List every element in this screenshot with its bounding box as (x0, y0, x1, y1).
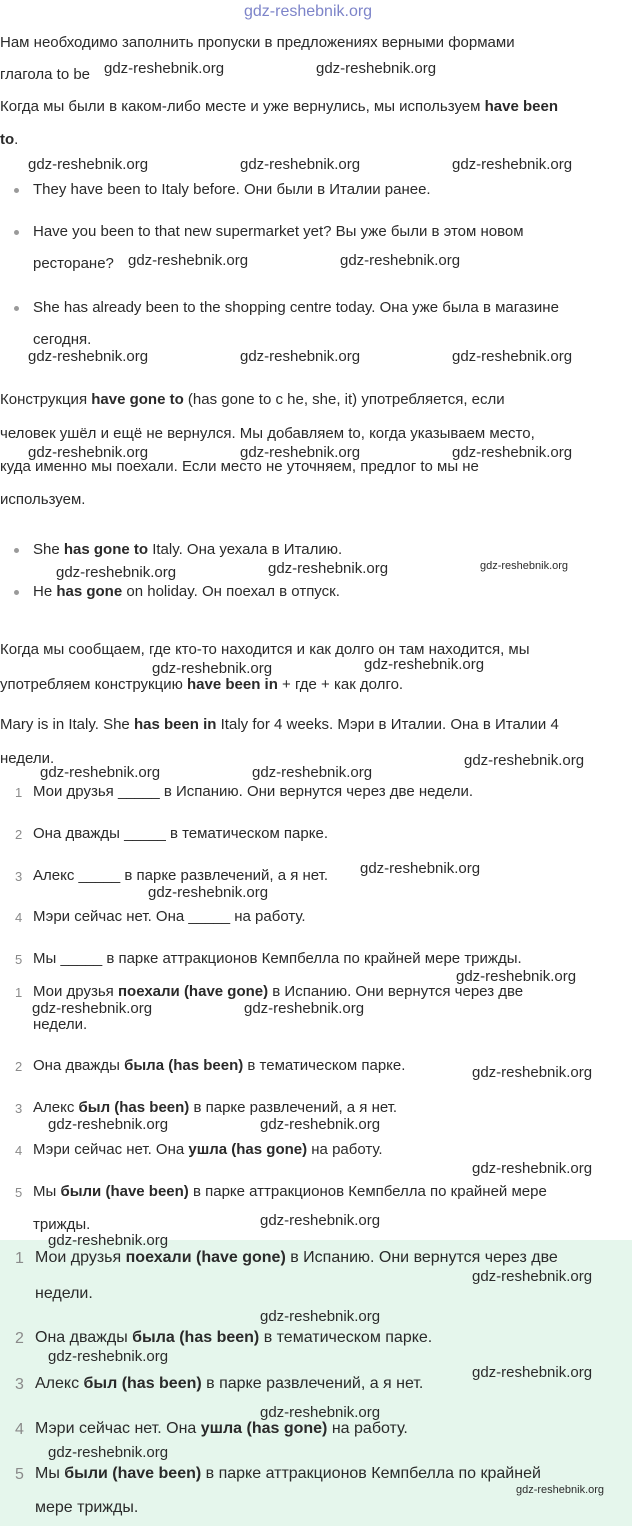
watermark: gdz-reshebnik.org (48, 1444, 169, 1461)
watermark: gdz-reshebnik.org (480, 560, 569, 572)
been-in-bold: has been in (133, 716, 217, 733)
answer-1-cont: недели. (33, 1016, 88, 1033)
been-in-example-line-1 (0, 716, 559, 734)
answer-text: в парке аттракционов Кемпбелла по крайней (201, 1465, 541, 1482)
answer-number: 2 (15, 1059, 23, 1074)
exercise-item-4: Мэри сейчас нет. Она _____ на работу. (33, 908, 306, 925)
gone-to-text: Конструкция (0, 391, 92, 408)
highlight-answer-5-cont: мере трижды. (35, 1499, 139, 1516)
example-text: Italy. Она уехала в Италию. (148, 541, 343, 558)
gone-to-paragraph-line-1 (0, 391, 505, 409)
highlight-answer-4 (35, 1419, 408, 1438)
answer-text: Алекс (33, 1099, 79, 1116)
been-to-intro-dot: . (14, 131, 19, 148)
watermark: gdz-reshebnik.org (56, 564, 177, 581)
bullet (14, 590, 19, 595)
answer-text: на работу. (327, 1420, 408, 1437)
watermark: gdz-reshebnik.org (252, 764, 373, 781)
answer-number: 4 (15, 1421, 24, 1438)
answer-text: Мои друзья (33, 983, 118, 1000)
watermark: gdz-reshebnik.org (452, 348, 573, 365)
exercise-item-3: Алекс _____ в парке развлечений, а я нет. (33, 867, 329, 884)
exercise-item-2: Она дважды _____ в тематическом парке. (33, 825, 328, 842)
example-text: She (33, 541, 64, 558)
watermark: gdz-reshebnik.org (260, 1404, 381, 1421)
example-bold: has gone (56, 583, 123, 600)
watermark: gdz-reshebnik.org (240, 348, 361, 365)
exercise-number: 5 (15, 952, 23, 967)
been-to-intro-line-1 (0, 98, 558, 116)
answer-5-cont: трижды. (33, 1216, 91, 1233)
been-to-intro-bold: have been (484, 98, 558, 115)
answer-text: в парке развлечений, а я нет. (189, 1099, 398, 1116)
watermark: gdz-reshebnik.org (48, 1348, 169, 1365)
watermark: gdz-reshebnik.org (240, 444, 361, 461)
exercise-number: 2 (15, 827, 23, 842)
answer-bold: были (have been) (64, 1465, 202, 1482)
answer-number: 1 (15, 1250, 24, 1267)
been-in-paragraph-line-2 (0, 676, 403, 694)
been-to-example-3-cont: сегодня. (33, 331, 92, 348)
watermark: gdz-reshebnik.org (240, 156, 361, 173)
answer-bold: поехали (have gone) (125, 1249, 286, 1266)
answer-text: в Испанию. Они вернутся через две (285, 1249, 558, 1266)
been-in-bold: have been in (187, 676, 278, 693)
answer-text: в тематическом парке. (243, 1057, 406, 1074)
answer-number: 4 (15, 1143, 23, 1158)
been-in-text: Mary is in Italy. She (0, 716, 134, 733)
watermark: gdz-reshebnik.org (472, 1364, 593, 1381)
answer-text: Мои друзья (35, 1249, 126, 1266)
answer-text: Мы (33, 1183, 61, 1200)
answer-bold: был (has been) (78, 1099, 190, 1116)
answer-bold: была (has been) (124, 1057, 244, 1074)
example-bold: has gone to (63, 541, 149, 558)
answer-text: на работу. (307, 1141, 383, 1158)
bullet (14, 230, 19, 235)
gone-to-example-1 (33, 541, 342, 559)
answer-number: 5 (15, 1466, 24, 1483)
been-to-intro-text: Когда мы были в каком-либо месте и уже вернулись, мы используем (0, 98, 485, 115)
answer-number: 5 (15, 1185, 23, 1200)
watermark: gdz-reshebnik.org (48, 1116, 169, 1133)
watermark: gdz-reshebnik.org (48, 1232, 169, 1249)
gone-to-paragraph-line-3: куда именно мы поехали. Если место не уточняем, предлог to мы не (0, 458, 479, 475)
exercise-number: 4 (15, 910, 23, 925)
answer-text: Она дважды (35, 1329, 133, 1346)
been-to-intro-bold-to: to (0, 131, 15, 148)
exercise-number: 3 (15, 869, 23, 884)
been-to-example-1: They have been to Italy before. Они были в Италии ранее. (33, 181, 431, 198)
answer-bold: ушла (has gone) (200, 1420, 328, 1437)
gone-to-paragraph-line-2: человек ушёл и ещё не вернулся. Мы добавляем to, когда указываем место, (0, 425, 535, 442)
watermark: gdz-reshebnik.org (40, 764, 161, 781)
watermark-top: gdz-reshebnik.org (244, 3, 373, 20)
answer-number: 3 (15, 1101, 23, 1116)
been-to-example-3: She has already been to the shopping centre today. Она уже была в магазине (33, 299, 559, 316)
watermark: gdz-reshebnik.org (148, 884, 269, 901)
exercise-item-5: Мы _____ в парке аттракционов Кемпбелла по крайней мере трижды. (33, 950, 522, 967)
watermark: gdz-reshebnik.org (472, 1268, 593, 1285)
been-to-intro-line-2 (0, 131, 18, 149)
been-in-paragraph-line-1: Когда мы сообщаем, где кто-то находится и как долго он там находится, мы (0, 641, 530, 658)
exercise-number: 1 (15, 785, 23, 800)
intro-line-1: Нам необходимо заполнить пропуски в предложениях верными формами (0, 34, 515, 51)
watermark: gdz-reshebnik.org (340, 252, 461, 269)
answer-number: 2 (15, 1330, 24, 1347)
watermark: gdz-reshebnik.org (316, 60, 437, 77)
watermark: gdz-reshebnik.org (472, 1064, 593, 1081)
watermark: gdz-reshebnik.org (464, 752, 585, 769)
answer-bold: поехали (have gone) (117, 983, 269, 1000)
watermark: gdz-reshebnik.org (28, 348, 149, 365)
watermark: gdz-reshebnik.org (260, 1308, 381, 1325)
highlight-answer-1 (35, 1248, 558, 1267)
watermark: gdz-reshebnik.org (260, 1212, 381, 1229)
answer-text: в тематическом парке. (259, 1329, 433, 1346)
answer-text: в парке развлечений, а я нет. (201, 1375, 424, 1392)
highlight-answer-3 (35, 1374, 423, 1393)
watermark: gdz-reshebnik.org (260, 1116, 381, 1133)
highlight-answer-1-cont: недели. (35, 1285, 93, 1302)
highlight-answer-2 (35, 1328, 432, 1347)
been-in-example-line-2: недели. (0, 750, 55, 767)
watermark: gdz-reshebnik.org (28, 444, 149, 461)
watermark: gdz-reshebnik.org (244, 1000, 365, 1017)
answer-1 (33, 983, 523, 1001)
answer-text: Алекс (35, 1375, 84, 1392)
answer-text: Мы (35, 1465, 65, 1482)
gone-to-text: (has gone to с he, she, it) употребляется, если (183, 391, 505, 408)
been-to-example-2-cont: ресторане? (33, 255, 114, 272)
gone-to-paragraph-line-4: используем. (0, 491, 86, 508)
watermark: gdz-reshebnik.org (104, 60, 225, 77)
gone-to-bold: have gone to (91, 391, 184, 408)
answer-3 (33, 1099, 397, 1117)
watermark: gdz-reshebnik.org (452, 156, 573, 173)
answer-bold: был (has been) (83, 1375, 202, 1392)
answer-text: в парке аттракционов Кемпбелла по крайней мере (188, 1183, 547, 1200)
answer-text: в Испанию. Они вернутся через две (268, 983, 524, 1000)
been-in-text: + где + как долго. (277, 676, 404, 693)
answer-2 (33, 1057, 405, 1075)
watermark: gdz-reshebnik.org (456, 968, 577, 985)
answer-text: Мэри сейчас нет. Она (33, 1141, 189, 1158)
answer-text: Мэри сейчас нет. Она (35, 1420, 201, 1437)
been-in-text: Italy for 4 weeks. Мэри в Италии. Она в Италии 4 (216, 716, 559, 733)
intro-line-2: глагола to be (0, 66, 91, 83)
watermark: gdz-reshebnik.org (516, 1484, 605, 1496)
example-text: on holiday. Он поехал в отпуск. (122, 583, 340, 600)
been-in-text: употребляем конструкцию (0, 676, 187, 693)
watermark: gdz-reshebnik.org (152, 660, 273, 677)
answer-bold: была (has been) (132, 1329, 260, 1346)
answer-text: Она дважды (33, 1057, 125, 1074)
watermark: gdz-reshebnik.org (32, 1000, 153, 1017)
bullet (14, 188, 19, 193)
answer-4 (33, 1141, 383, 1159)
watermark: gdz-reshebnik.org (360, 860, 481, 877)
been-to-example-2: Have you been to that new supermarket yet? Вы уже были в этом новом (33, 223, 524, 240)
answer-bold: ушла (has gone) (188, 1141, 308, 1158)
answer-number: 3 (15, 1376, 24, 1393)
watermark: gdz-reshebnik.org (268, 560, 389, 577)
watermark: gdz-reshebnik.org (452, 444, 573, 461)
bullet (14, 306, 19, 311)
watermark: gdz-reshebnik.org (128, 252, 249, 269)
watermark: gdz-reshebnik.org (472, 1160, 593, 1177)
answer-number: 1 (15, 985, 23, 1000)
answer-5 (33, 1183, 547, 1201)
gone-to-example-2 (33, 583, 340, 601)
example-text: He (33, 583, 57, 600)
highlight-answer-5 (35, 1464, 541, 1483)
watermark: gdz-reshebnik.org (364, 656, 485, 673)
exercise-item-1: Мои друзья _____ в Испанию. Они вернутся через две недели. (33, 783, 474, 800)
watermark: gdz-reshebnik.org (28, 156, 149, 173)
answer-bold: были (have been) (60, 1183, 189, 1200)
bullet (14, 548, 19, 553)
